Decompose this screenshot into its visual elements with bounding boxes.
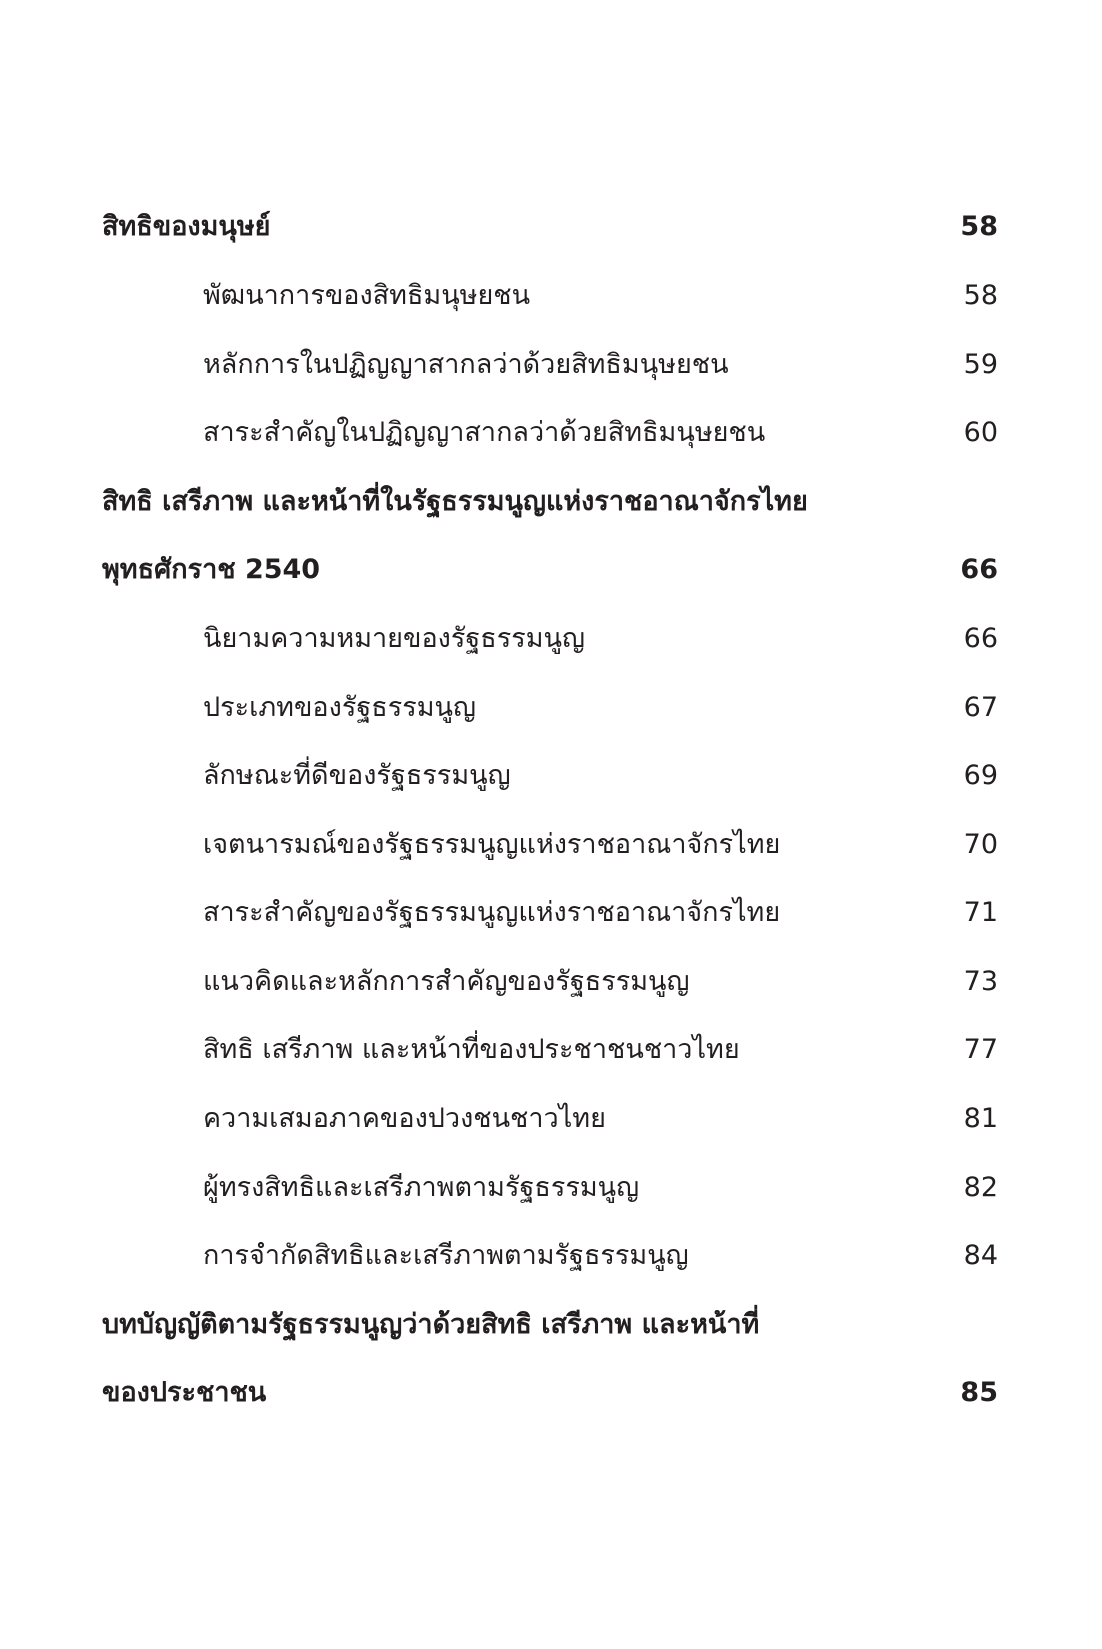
toc-entry-title: บทบัญญัติตามรัฐธรรมนูญว่าด้วยสิทธิ เสรีภาพ และหน้าที่ (102, 1309, 760, 1340)
toc-entry-page: 67 (963, 692, 998, 723)
toc-entry-title: ลักษณะที่ดีของรัฐธรรมนูญ (203, 760, 511, 791)
toc-entry (0, 540, 1102, 600)
toc-entry-title: แนวคิดและหลักการสำคัญของรัฐธรรมนูญ (203, 966, 690, 997)
toc-entry-title: สิทธิ เสรีภาพ และหน้าที่ในรัฐธรรมนูญแห่งราชอาณาจักรไทย (102, 486, 808, 517)
toc-entry (0, 1363, 1102, 1423)
toc-entry (0, 1295, 1102, 1355)
toc-entry-title: สาระสำคัญของรัฐธรรมนูญแห่งราชอาณาจักรไทย (203, 897, 781, 928)
toc-entry-title: สิทธิของมนุษย์ (102, 211, 271, 242)
toc-entry (0, 746, 1102, 806)
toc-entry-title: การจำกัดสิทธิและเสรีภาพตามรัฐธรรมนูญ (203, 1240, 689, 1271)
toc-entry-page: 69 (963, 760, 998, 791)
toc-entry (0, 197, 1102, 257)
toc-entry-page: 71 (963, 897, 998, 928)
toc-entry (0, 1089, 1102, 1149)
toc-entry-page: 73 (963, 966, 998, 997)
toc-entry-title: ความเสมอภาคของปวงชนชาวไทย (203, 1103, 606, 1134)
toc-entry-page: 82 (963, 1172, 998, 1203)
toc-entry-title: สิทธิ เสรีภาพ และหน้าที่ของประชาชนชาวไทย (203, 1034, 740, 1065)
toc-entry-page: 77 (963, 1034, 998, 1065)
toc-entry-title: หลักการในปฏิญญาสากลว่าด้วยสิทธิมนุษยชน (203, 349, 729, 380)
toc-entry-page: 66 (960, 554, 998, 585)
toc-entry (0, 883, 1102, 943)
toc-entry-page: 59 (963, 349, 998, 380)
toc-entry (0, 1020, 1102, 1080)
toc-entry-page: 70 (963, 829, 998, 860)
toc-entry-title: นิยามความหมายของรัฐธรรมนูญ (203, 623, 585, 654)
toc-entry-title: ประเภทของรัฐธรรมนูญ (203, 692, 476, 723)
toc-entry-title: ของประชาชน (102, 1377, 267, 1408)
toc-entry-title: เจตนารมณ์ของรัฐธรรมนูญแห่งราชอาณาจักรไทย (203, 829, 781, 860)
toc-entry-page: 85 (960, 1377, 998, 1408)
toc-entry (0, 335, 1102, 395)
toc-entry (0, 403, 1102, 463)
toc-entry-title: พุทธศักราช 2540 (102, 554, 321, 585)
toc-entry-page: 81 (963, 1103, 998, 1134)
toc-entry (0, 1158, 1102, 1218)
toc-entry (0, 472, 1102, 532)
toc-entry-page: 60 (963, 417, 998, 448)
toc-entry-page: 58 (963, 280, 998, 311)
toc-entry (0, 609, 1102, 669)
toc-entry-page: 58 (960, 211, 998, 242)
toc-entry-title: พัฒนาการของสิทธิมนุษยชน (203, 280, 531, 311)
toc-entry-title: ผู้ทรงสิทธิและเสรีภาพตามรัฐธรรมนูญ (203, 1172, 640, 1203)
toc-entry-page: 66 (963, 623, 998, 654)
toc-entry (0, 678, 1102, 738)
toc-entry (0, 815, 1102, 875)
toc-entry-title: สาระสำคัญในปฏิญญาสากลว่าด้วยสิทธิมนุษยชน (203, 417, 766, 448)
toc-entry (0, 952, 1102, 1012)
toc-entry (0, 266, 1102, 326)
toc-entry-page: 84 (963, 1240, 998, 1271)
toc-entry (0, 1226, 1102, 1286)
